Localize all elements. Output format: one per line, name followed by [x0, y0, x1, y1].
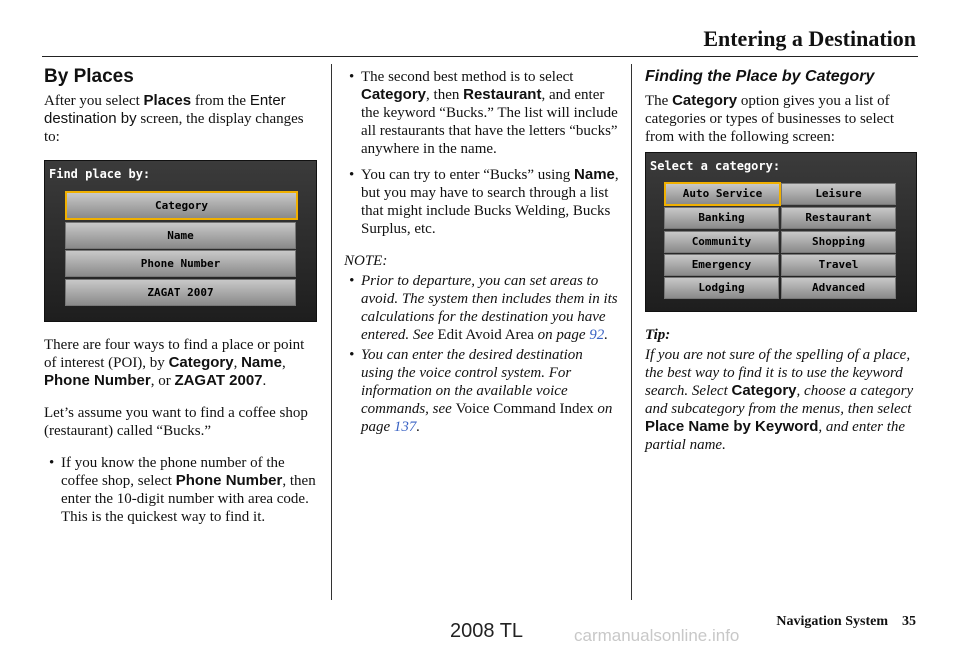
category-paragraph: The Category option gives you a list of categories or types of businesses to select from with the following screen: [645, 92, 895, 145]
column-3 [645, 68, 920, 468]
four-ways-paragraph: There are four ways to find a place or point of interest (POI), by Category, Name, Phone Number, or ZAGAT 2007. [44, 337, 305, 389]
tip-paragraph: If you are not sure of the spelling of a place, the best way to find it is to use the keyword search. Select Category, choose a category and subcategory from the menus, then select Place Name by Keyword, and enter the partial name. [645, 347, 914, 453]
column-1 [44, 68, 319, 540]
list-item: • Prior to departure, you can set areas to avoid. The system then includes them in its calculations for the destination you have entered. See Edit Avoid Area on page 92. [344, 272, 619, 344]
page-link-137[interactable]: 137 [393, 419, 417, 435]
banking-button: Banking [664, 207, 779, 229]
name-button: Name [65, 222, 296, 249]
intro-paragraph: After you select Places from the Enter destination by screen, the display changes to: [44, 92, 304, 145]
page-link-92[interactable]: 92 [589, 327, 605, 343]
restaurant-button: Restaurant [781, 207, 896, 229]
screen-title: Find place by: [49, 167, 151, 181]
list-item: • You can try to enter “Bucks” using Name, but you may have to search through a list that might include Bucks Welding, Bucks Surplus, etc. [344, 166, 619, 238]
screen-title: Select a category: [650, 159, 781, 173]
bullet-list-2 [344, 68, 619, 238]
select-category-screen [645, 152, 917, 312]
page-header-title: Entering a Destination [703, 26, 916, 51]
section-heading-category: Finding the Place by Category [645, 68, 875, 85]
header-rule [42, 56, 918, 57]
travel-button: Travel [781, 254, 896, 276]
phone-number-button: Phone Number [65, 250, 296, 277]
advanced-button: Advanced [781, 277, 896, 299]
list-item: • If you know the phone number of the coffee shop, select Phone Number, then enter the 10-digit number with area code. This is the quickest way to find it. [44, 454, 319, 526]
site-watermark: carmanualsonline.info [574, 626, 740, 645]
list-item: • You can enter the desired destination using the voice control system. For information on the available voice commands, see Voice Command Index on page 137. [344, 346, 619, 436]
bullet-list-1 [44, 454, 319, 526]
model-watermark: 2008 TL [450, 620, 524, 642]
auto-service-button: Auto Service [664, 182, 781, 206]
community-button: Community [664, 231, 779, 253]
list-item: • The second best method is to select Category, then Restaurant, and enter the keyword “Bucks.” The list will include all restaurants that have the letters “bucks” anywhere in the name. [344, 68, 619, 158]
column-divider-2 [631, 64, 632, 600]
find-place-screen [44, 160, 317, 322]
coffee-shop-paragraph: Let’s assume you want to find a coffee shop (restaurant) called “Bucks.” [44, 405, 308, 439]
section-heading-by-places: By Places [44, 66, 134, 87]
emergency-button: Emergency [664, 254, 779, 276]
column-divider-1 [331, 64, 332, 600]
page-number: 35 [902, 614, 916, 629]
column-2 [344, 68, 619, 438]
shopping-button: Shopping [781, 231, 896, 253]
page-footer [776, 614, 916, 630]
note-label: NOTE: [344, 253, 388, 269]
leisure-button: Leisure [781, 183, 896, 205]
zagat-button: ZAGAT 2007 [65, 279, 296, 306]
note-list [344, 272, 619, 436]
lodging-button: Lodging [664, 277, 779, 299]
category-button: Category [65, 191, 298, 220]
footer-label: Navigation System [776, 614, 888, 629]
tip-label: Tip: [645, 327, 671, 343]
